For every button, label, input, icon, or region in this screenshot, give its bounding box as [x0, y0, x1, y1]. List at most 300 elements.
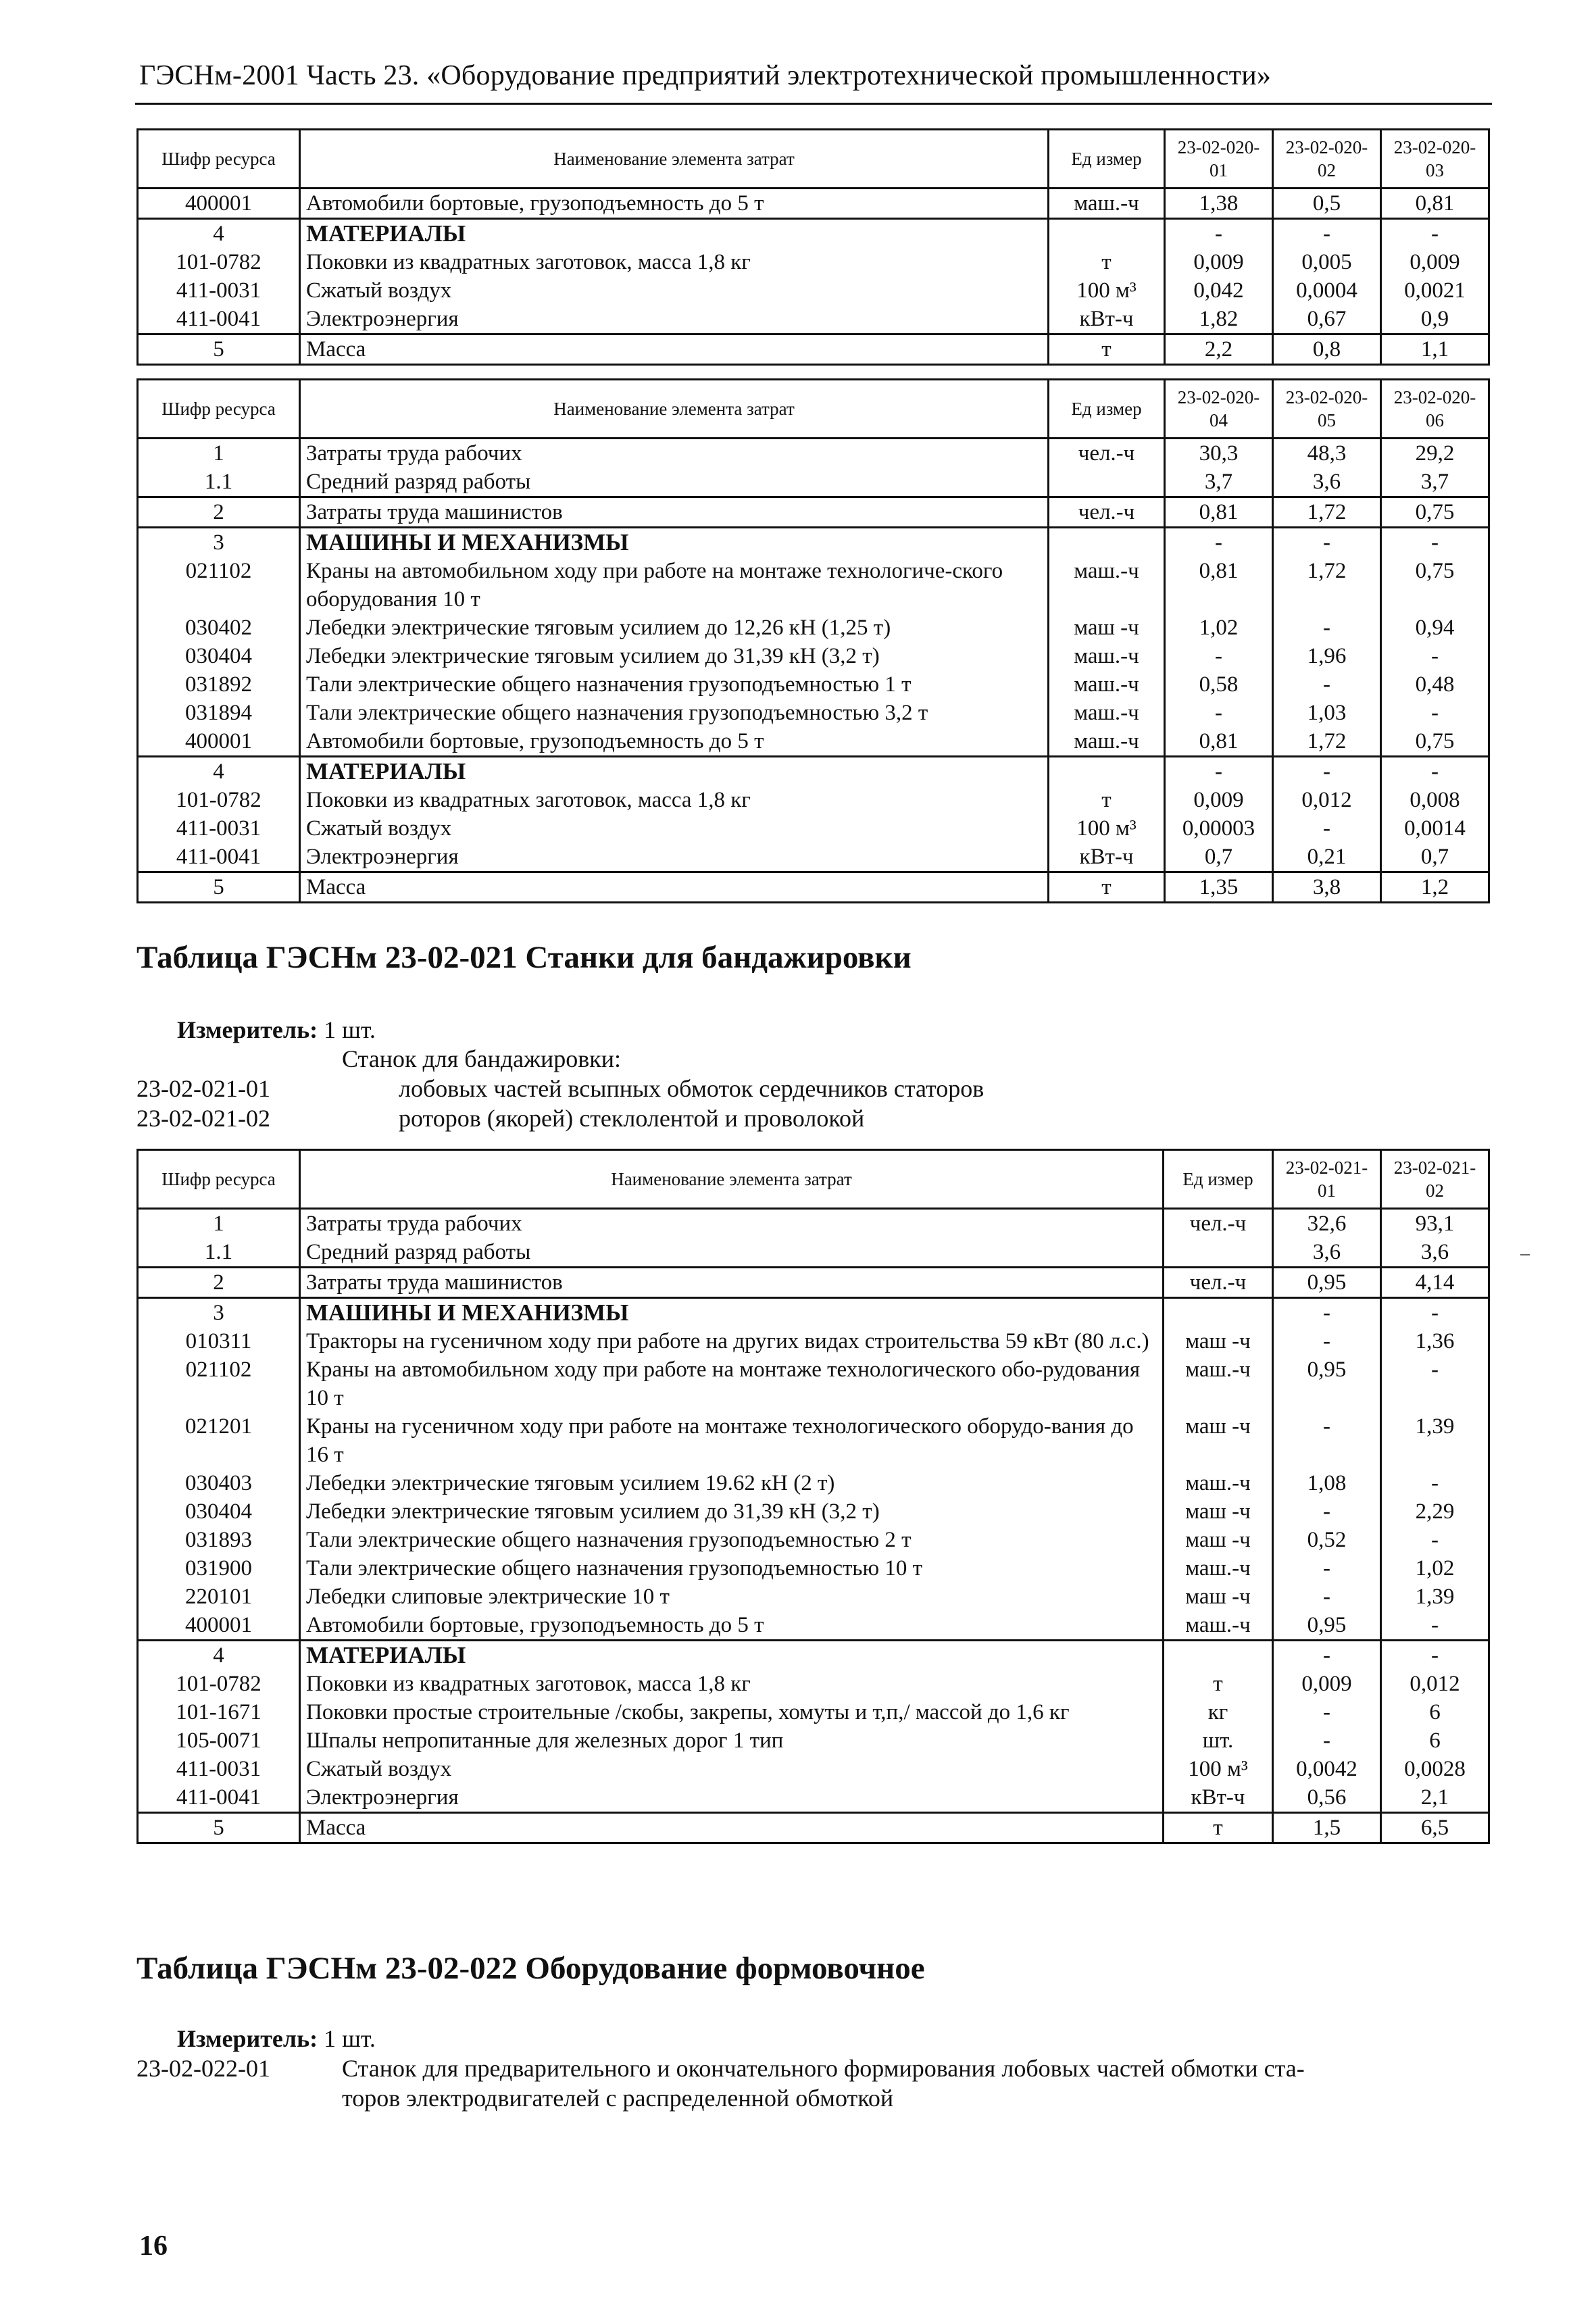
table-row [138, 189, 1489, 219]
norm-value: 3,8 [1273, 872, 1381, 903]
norm-value: - [1381, 1641, 1489, 1670]
norm-value: 1,1 [1381, 334, 1489, 365]
norm-value: 0,012 [1273, 786, 1381, 814]
norm-value: - [1273, 1298, 1381, 1328]
table-header-row [138, 130, 1489, 189]
measure-label: Измеритель: [177, 1016, 318, 1043]
table-row [138, 1783, 1489, 1813]
col-header-code-3: 23-02-020-06 [1381, 380, 1489, 439]
unit: 100 м³ [1164, 1755, 1273, 1783]
unit: т [1049, 872, 1165, 903]
resource-code: 4 [138, 1641, 300, 1670]
table-row [138, 757, 1489, 787]
table-row [138, 872, 1489, 903]
col-header-code-3: 23-02-020-03 [1381, 130, 1489, 189]
table-title-23-02-021: Таблица ГЭСНм 23-02-021 Станки для бандажировки [136, 940, 912, 975]
table-row [138, 219, 1489, 249]
norm-value: 30,3 [1165, 439, 1273, 468]
resource-code: 101-0782 [138, 1670, 300, 1698]
unit: маш -ч [1164, 1497, 1273, 1526]
norm-value: 0,009 [1273, 1670, 1381, 1698]
resource-name: Сжатый воздух [300, 814, 1049, 843]
resource-name: Тракторы на гусеничном ходу при работе на других видах строительства 59 кВт (80 л.с.) [300, 1327, 1164, 1355]
unit: маш.-ч [1049, 727, 1165, 757]
table-row [138, 786, 1489, 814]
resource-name: Тали электрические общего назначения грузоподъемностью 2 т [300, 1526, 1164, 1554]
item-text: лобовых частей всыпных обмоток сердечников статоров [399, 1075, 984, 1102]
resource-code: 5 [138, 334, 300, 365]
norm-value: - [1165, 642, 1273, 670]
unit [1049, 468, 1165, 497]
col-header-code: Шифр ресурса [138, 380, 300, 439]
norm-value: 2,29 [1381, 1497, 1489, 1526]
norm-value: 0,94 [1381, 614, 1489, 642]
resource-code: 031892 [138, 670, 300, 699]
norm-value: 1,36 [1381, 1327, 1489, 1355]
norm-value: 3,6 [1273, 1238, 1381, 1268]
resource-name: МАШИНЫ И МЕХАНИЗМЫ [300, 1298, 1164, 1328]
norm-value: 1,72 [1273, 497, 1381, 528]
norm-value: - [1273, 757, 1381, 787]
resource-name: Масса [300, 1813, 1164, 1843]
norm-value: - [1165, 757, 1273, 787]
resource-name: Сжатый воздух [300, 276, 1049, 305]
norm-value: - [1273, 528, 1381, 557]
col-header-code: Шифр ресурса [138, 130, 300, 189]
resource-name: Поковки из квадратных заготовок, масса 1,8 кг [300, 248, 1049, 276]
norm-value: 0,8 [1273, 334, 1381, 365]
resource-name: Тали электрические общего назначения грузоподъемностью 3,2 т [300, 699, 1049, 727]
unit: маш.-ч [1049, 699, 1165, 727]
resource-name: Поковки из квадратных заготовок, масса 1,8 кг [300, 1670, 1164, 1698]
resource-code: 2 [138, 1268, 300, 1298]
running-header: ГЭСНм-2001 Часть 23. «Оборудование предприятий электротехнической промышленности» [139, 60, 1272, 91]
norm-value: 32,6 [1273, 1209, 1381, 1239]
table-row [138, 670, 1489, 699]
norm-value: 1,39 [1381, 1583, 1489, 1611]
unit: т [1164, 1670, 1273, 1698]
resource-name: Сжатый воздух [300, 1755, 1164, 1783]
norm-value: 1,82 [1165, 305, 1273, 334]
norm-value: 48,3 [1273, 439, 1381, 468]
table-row [138, 497, 1489, 528]
table-title-23-02-022: Таблица ГЭСНм 23-02-022 Оборудование формовочное [136, 1951, 925, 1986]
measure-line [177, 2024, 376, 2053]
table-row [138, 699, 1489, 727]
norm-value: 2,1 [1381, 1783, 1489, 1813]
item-text: роторов (якорей) стеклолентой и проволокой [399, 1105, 865, 1132]
norm-value: 0,95 [1273, 1611, 1381, 1641]
table-row [138, 1611, 1489, 1641]
resource-name: Лебедки электрические тяговым усилием до 12,26 кН (1,25 т) [300, 614, 1049, 642]
item-text: Станок для предварительного и окончательного формирования лобовых частей обмотки ста- [342, 2055, 1305, 2082]
resource-code: 4 [138, 757, 300, 787]
norm-value: 0,81 [1165, 727, 1273, 757]
norm-value: 0,009 [1165, 786, 1273, 814]
unit: маш.-ч [1164, 1355, 1273, 1412]
unit: маш.-ч [1164, 1611, 1273, 1641]
unit: т [1164, 1813, 1273, 1843]
unit: маш -ч [1164, 1412, 1273, 1469]
unit: т [1049, 334, 1165, 365]
table-row [138, 1641, 1489, 1670]
norm-value: - [1273, 1554, 1381, 1583]
resource-code: 411-0031 [138, 276, 300, 305]
resource-code: 400001 [138, 1611, 300, 1641]
unit: маш -ч [1164, 1526, 1273, 1554]
resource-code: 1.1 [138, 468, 300, 497]
table-row [138, 1355, 1489, 1412]
col-header-unit: Ед измер [1164, 1150, 1273, 1209]
norm-value: 0,58 [1165, 670, 1273, 699]
resource-code: 400001 [138, 727, 300, 757]
resource-name: Автомобили бортовые, грузоподъемность до 5 т [300, 189, 1049, 219]
norm-value: 0,52 [1273, 1526, 1381, 1554]
norm-value: 0,67 [1273, 305, 1381, 334]
table-row [138, 1238, 1489, 1268]
resource-name: МАТЕРИАЛЫ [300, 757, 1049, 787]
resource-code: 3 [138, 528, 300, 557]
table-row [138, 727, 1489, 757]
norm-value: 0,0028 [1381, 1755, 1489, 1783]
norm-value: 0,7 [1381, 843, 1489, 872]
resource-name: Краны на автомобильном ходу при работе на монтаже технологического обо-рудования 10 т [300, 1355, 1164, 1412]
resource-code: 5 [138, 872, 300, 903]
norm-value: - [1165, 699, 1273, 727]
item-code: 23-02-022-01 [136, 2055, 270, 2082]
table-row [138, 334, 1489, 365]
resource-code: 411-0031 [138, 1755, 300, 1783]
norm-value: - [1165, 219, 1273, 249]
norm-value: 0,56 [1273, 1783, 1381, 1813]
resource-code: 101-0782 [138, 786, 300, 814]
table-row [138, 814, 1489, 843]
resource-code: 2 [138, 497, 300, 528]
table-row [138, 1698, 1489, 1726]
resource-name: Лебедки электрические тяговым усилием до 31,39 кН (3,2 т) [300, 642, 1049, 670]
norm-value: 6,5 [1381, 1813, 1489, 1843]
norm-value: 0,21 [1273, 843, 1381, 872]
norm-value: 1,02 [1381, 1554, 1489, 1583]
unit: маш -ч [1164, 1583, 1273, 1611]
measure-label: Измеритель: [177, 2025, 318, 2052]
norm-value: 0,0014 [1381, 814, 1489, 843]
col-header-name: Наименование элемента затрат [300, 130, 1049, 189]
norm-value: 1,39 [1381, 1412, 1489, 1469]
norm-value: - [1273, 614, 1381, 642]
norm-value: 29,2 [1381, 439, 1489, 468]
resource-code: 021102 [138, 1355, 300, 1412]
resource-name: Лебедки электрические тяговым усилием до 31,39 кН (3,2 т) [300, 1497, 1164, 1526]
col-header-code-1: 23-02-020-01 [1165, 130, 1273, 189]
norm-value: - [1381, 528, 1489, 557]
table-row [138, 468, 1489, 497]
resource-table-23-02-021 [136, 1149, 1490, 1844]
norm-value: - [1273, 1327, 1381, 1355]
norm-value: 1,2 [1381, 872, 1489, 903]
norm-value: 1,35 [1165, 872, 1273, 903]
norm-value: - [1381, 1611, 1489, 1641]
resource-name: Электроэнергия [300, 305, 1049, 334]
col-header-code-2: 23-02-020-05 [1273, 380, 1381, 439]
table-row [138, 1670, 1489, 1698]
unit: маш.-ч [1164, 1554, 1273, 1583]
unit: маш.-ч [1049, 670, 1165, 699]
unit: т [1049, 248, 1165, 276]
norm-value: 1,5 [1273, 1813, 1381, 1843]
norm-value: 0,0042 [1273, 1755, 1381, 1783]
unit: маш.-ч [1049, 642, 1165, 670]
norm-value: 0,5 [1273, 189, 1381, 219]
table-row [138, 614, 1489, 642]
resource-code: 030404 [138, 1497, 300, 1526]
resource-name: МАТЕРИАЛЫ [300, 219, 1049, 249]
resource-code: 220101 [138, 1583, 300, 1611]
table-row [138, 557, 1489, 614]
resource-code: 030403 [138, 1469, 300, 1497]
norm-value: 3,7 [1165, 468, 1273, 497]
norm-value: 6 [1381, 1698, 1489, 1726]
norm-value: - [1273, 1412, 1381, 1469]
unit: маш.-ч [1049, 189, 1165, 219]
unit [1164, 1641, 1273, 1670]
resource-name: Электроэнергия [300, 1783, 1164, 1813]
resource-name: Тали электрические общего назначения грузоподъемностью 10 т [300, 1554, 1164, 1583]
table-row [138, 276, 1489, 305]
table-row [138, 1469, 1489, 1497]
norm-value: 1,96 [1273, 642, 1381, 670]
col-header-unit: Ед измер [1049, 130, 1165, 189]
measure-value: 1 шт. [324, 1016, 376, 1043]
norm-value: 0,81 [1381, 189, 1489, 219]
col-header-unit: Ед измер [1049, 380, 1165, 439]
col-header-code-1: 23-02-020-04 [1165, 380, 1273, 439]
resource-table-23-02-020-b [136, 378, 1490, 903]
table-row [138, 1412, 1489, 1469]
unit: кг [1164, 1698, 1273, 1726]
norm-value: 2,2 [1165, 334, 1273, 365]
page-number: 16 [139, 2231, 168, 2262]
col-header-name: Наименование элемента затрат [300, 380, 1049, 439]
norm-value: - [1381, 757, 1489, 787]
table-row [138, 1497, 1489, 1526]
resource-name: Автомобили бортовые, грузоподъемность до 5 т [300, 727, 1049, 757]
resource-code: 411-0041 [138, 1783, 300, 1813]
norm-value: 0,48 [1381, 670, 1489, 699]
resource-name: Тали электрические общего назначения грузоподъемностью 1 т [300, 670, 1049, 699]
resource-code: 1.1 [138, 1238, 300, 1268]
item-text-continued: торов электродвигателей с распределенной обмоткой [342, 2085, 894, 2112]
norm-value: - [1381, 219, 1489, 249]
resource-name: Масса [300, 334, 1049, 365]
norm-value: - [1381, 1298, 1489, 1328]
norm-value: 6 [1381, 1726, 1489, 1755]
table-row [138, 1526, 1489, 1554]
unit: кВт-ч [1049, 305, 1165, 334]
resource-code: 101-0782 [138, 248, 300, 276]
table-row [138, 642, 1489, 670]
resource-code: 1 [138, 439, 300, 468]
norm-value: 93,1 [1381, 1209, 1489, 1239]
table-row [138, 1755, 1489, 1783]
norm-value: - [1381, 699, 1489, 727]
norm-value: 0,0004 [1273, 276, 1381, 305]
norm-value: - [1273, 219, 1381, 249]
resource-name: Автомобили бортовые, грузоподъемность до 5 т [300, 1611, 1164, 1641]
resource-name: Затраты труда рабочих [300, 439, 1049, 468]
unit [1049, 219, 1165, 249]
table-row [138, 1813, 1489, 1843]
resource-code: 021201 [138, 1412, 300, 1469]
resource-code: 105-0071 [138, 1726, 300, 1755]
table-row [138, 1327, 1489, 1355]
resource-name: Средний разряд работы [300, 468, 1049, 497]
item-code: 23-02-021-02 [136, 1105, 270, 1132]
norm-value: 0,012 [1381, 1670, 1489, 1698]
col-header-code-2: 23-02-020-02 [1273, 130, 1381, 189]
resource-name: Затраты труда машинистов [300, 497, 1049, 528]
table-row [138, 528, 1489, 557]
table-row [138, 305, 1489, 334]
resource-code: 031893 [138, 1526, 300, 1554]
unit [1164, 1298, 1273, 1328]
table-row [138, 1583, 1489, 1611]
norm-value: - [1381, 642, 1489, 670]
resource-code: 411-0041 [138, 305, 300, 334]
unit: маш -ч [1049, 614, 1165, 642]
col-header-name: Наименование элемента затрат [300, 1150, 1164, 1209]
norm-value: 0,7 [1165, 843, 1273, 872]
resource-code: 411-0031 [138, 814, 300, 843]
table-header-row [138, 1150, 1489, 1209]
header-rule [135, 103, 1492, 105]
norm-value: 0,81 [1165, 557, 1273, 614]
norm-value: 0,009 [1381, 248, 1489, 276]
norm-value: 4,14 [1381, 1268, 1489, 1298]
norm-value: - [1165, 528, 1273, 557]
unit: кВт-ч [1049, 843, 1165, 872]
resource-name: Затраты труда машинистов [300, 1268, 1164, 1298]
resource-table-23-02-020-a [136, 128, 1490, 366]
norm-value: 3,6 [1273, 468, 1381, 497]
resource-name: Краны на автомобильном ходу при работе на монтаже технологиче-ского оборудования 10 т [300, 557, 1049, 614]
resource-code: 031900 [138, 1554, 300, 1583]
norm-value: 0,75 [1381, 727, 1489, 757]
unit: маш.-ч [1049, 557, 1165, 614]
norm-value: 0,95 [1273, 1355, 1381, 1412]
resource-code: 5 [138, 1813, 300, 1843]
table-row [138, 1726, 1489, 1755]
table-row [138, 1554, 1489, 1583]
table-row [138, 439, 1489, 468]
col-header-code: Шифр ресурса [138, 1150, 300, 1209]
resource-name: Средний разряд работы [300, 1238, 1164, 1268]
norm-value: 0,008 [1381, 786, 1489, 814]
norm-value: 1,38 [1165, 189, 1273, 219]
item-code: 23-02-021-01 [136, 1075, 270, 1102]
norm-value: 0,042 [1165, 276, 1273, 305]
unit [1049, 528, 1165, 557]
norm-value: - [1273, 1497, 1381, 1526]
resource-name: МАШИНЫ И МЕХАНИЗМЫ [300, 528, 1049, 557]
norm-value: 1,02 [1165, 614, 1273, 642]
norm-value: 0,81 [1165, 497, 1273, 528]
resource-code: 030402 [138, 614, 300, 642]
resource-code: 010311 [138, 1327, 300, 1355]
resource-name: МАТЕРИАЛЫ [300, 1641, 1164, 1670]
norm-value: - [1381, 1469, 1489, 1497]
resource-code: 4 [138, 219, 300, 249]
col-header-code-1: 23-02-021-01 [1273, 1150, 1381, 1209]
norm-value: 1,03 [1273, 699, 1381, 727]
resource-name: Лебедки электрические тяговым усилием 19.62 кН (2 т) [300, 1469, 1164, 1497]
unit: 100 м³ [1049, 276, 1165, 305]
resource-name: Шпалы непропитанные для железных дорог 1 тип [300, 1726, 1164, 1755]
resource-code: 031894 [138, 699, 300, 727]
col-header-code-2: 23-02-021-02 [1381, 1150, 1489, 1209]
norm-value: - [1273, 1641, 1381, 1670]
norm-value: - [1273, 1726, 1381, 1755]
unit: маш -ч [1164, 1327, 1273, 1355]
unit [1164, 1238, 1273, 1268]
norm-value: 3,6 [1381, 1238, 1489, 1268]
norm-value: - [1381, 1355, 1489, 1412]
unit: шт. [1164, 1726, 1273, 1755]
table-row [138, 248, 1489, 276]
norm-value: 0,75 [1381, 557, 1489, 614]
norm-value: 0,005 [1273, 248, 1381, 276]
norm-value: 1,72 [1273, 557, 1381, 614]
table-row [138, 1209, 1489, 1239]
norm-value: - [1273, 1698, 1381, 1726]
resource-name: Поковки из квадратных заготовок, масса 1,8 кг [300, 786, 1049, 814]
unit: кВт-ч [1164, 1783, 1273, 1813]
unit: маш.-ч [1164, 1469, 1273, 1497]
margin-mark [1520, 1254, 1530, 1255]
resource-code: 030404 [138, 642, 300, 670]
unit: т [1049, 786, 1165, 814]
resource-code: 1 [138, 1209, 300, 1239]
measure-line [177, 1016, 376, 1044]
table-header-row [138, 380, 1489, 439]
resource-name: Поковки простые строительные /скобы, закрепы, хомуты и т,п,/ массой до 1,6 кг [300, 1698, 1164, 1726]
resource-code: 3 [138, 1298, 300, 1328]
norm-value: 0,75 [1381, 497, 1489, 528]
measure-value: 1 шт. [324, 2025, 376, 2052]
norm-value: 0,009 [1165, 248, 1273, 276]
norm-value: - [1273, 670, 1381, 699]
unit: чел.-ч [1164, 1209, 1273, 1239]
norm-value: 0,9 [1381, 305, 1489, 334]
resource-name: Электроэнергия [300, 843, 1049, 872]
norm-value: 0,95 [1273, 1268, 1381, 1298]
table-row [138, 1298, 1489, 1328]
norm-value: 0,00003 [1165, 814, 1273, 843]
resource-name: Затраты труда рабочих [300, 1209, 1164, 1239]
unit: чел.-ч [1049, 497, 1165, 528]
norm-value: 3,7 [1381, 468, 1489, 497]
unit: чел.-ч [1049, 439, 1165, 468]
norm-value: 1,08 [1273, 1469, 1381, 1497]
resource-code: 021102 [138, 557, 300, 614]
resource-name: Краны на гусеничном ходу при работе на монтаже технологического оборудо-вания до 16 т [300, 1412, 1164, 1469]
unit: чел.-ч [1164, 1268, 1273, 1298]
resource-name: Масса [300, 872, 1049, 903]
resource-name: Лебедки слиповые электрические 10 т [300, 1583, 1164, 1611]
norm-value: - [1273, 1583, 1381, 1611]
norm-value: 0,0021 [1381, 276, 1489, 305]
section-intro: Станок для бандажировки: [342, 1045, 622, 1072]
